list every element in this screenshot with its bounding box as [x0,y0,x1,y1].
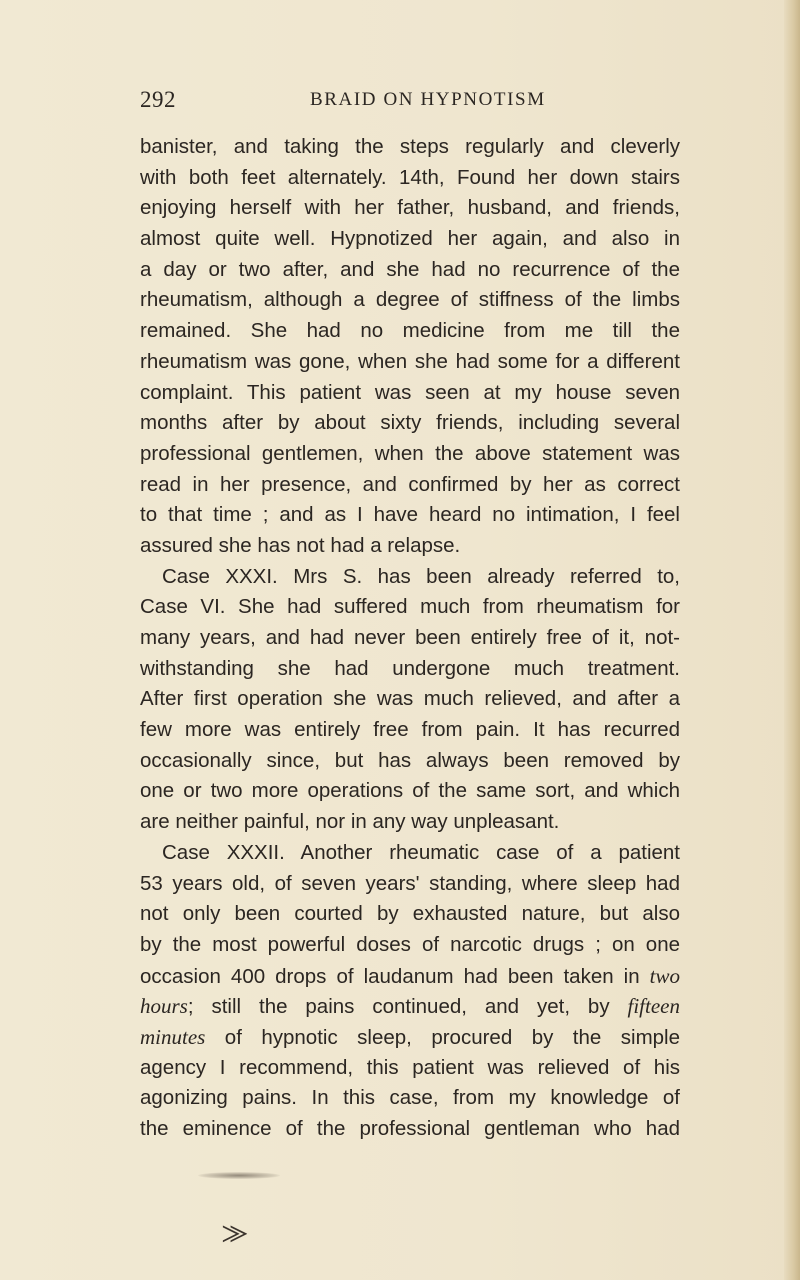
text-line: withstanding she had undergone much treatment. [140,656,680,680]
italic-run: fifteen [627,994,680,1019]
page-edge-shadow [784,0,800,1280]
text-line: Case XXXII. Another rheumatic case of a patient [162,840,680,864]
text-line: a day or two after, and she had no recurrence of the [140,257,680,281]
running-head: BRAID ON HYPNOTISM [310,89,546,110]
text-line: not only been courted by exhausted nature, but also [140,902,680,926]
page-number: 292 [140,87,176,112]
text-line: rheumatism, although a degree of stiffness of the limbs [140,288,680,312]
text-line [140,1022,680,1053]
text-line: one or two more operations of the same sort, and which [140,779,680,803]
text-run: of hypnotic sleep, procured by the simple [224,1025,681,1049]
text-line: agonizing pains. In this case, from my knowledge of [140,1086,680,1110]
text-line: professional gentlemen, when the above statement was [140,441,680,465]
italic-run: minutes [140,1024,206,1049]
text-line: few more was entirely free from pain. It has recurred [140,718,680,742]
italic-run: two [649,963,680,988]
text-line: are neither painful, nor in any way unpleasant. [140,810,560,834]
body-text [140,132,680,1145]
text-line: by the most powerful doses of narcotic drugs ; on one [140,932,680,956]
text-line: many years, and had never been entirely free of it, not- [140,626,680,649]
text-line: the eminence of the professional gentleman who had [140,1117,680,1140]
text-line: Case VI. She had suffered much from rheumatism for [140,595,680,619]
ink-smudge [198,1172,280,1179]
text-run: ; still the pains continued, and yet, by [187,995,610,1019]
text-line: months after by about sixty friends, including several [140,411,680,435]
page-header [140,87,680,117]
text-line: occasionally since, but has always been removed by [140,748,680,772]
text-line: 53 years old, of seven years' standing, where sleep had [140,871,680,895]
text-line: agency I recommend, this patient was relieved of his [140,1055,680,1079]
text-line: assured she has not had a relapse. [140,533,461,557]
text-line [140,991,680,1022]
text-line: banister, and taking the steps regularly and cleverly [140,135,680,158]
text-line: After first operation she was much relieved, and after a [140,687,680,711]
text-line: to that time ; and as I have heard no intimation, I feel [140,503,680,527]
text-line: rheumatism was gone, when she had some for a different [140,349,680,373]
text-line: almost quite well. Hypnotized her again, and also in [140,227,680,251]
text-line: enjoying herself with her father, husband, and friends, [140,196,680,220]
italic-run: hours [140,994,188,1019]
text-line: with both feet alternately. 14th, Found her down stairs [140,165,680,189]
text-line: read in her presence, and confirmed by her as correct [140,472,680,496]
text-run: occasion 400 drops of laudanum had been taken in [140,964,640,988]
text-line [140,961,680,992]
text-line: Case XXXI. Mrs S. has been already referred to, [162,564,680,588]
footer-mark: ⨠ [222,1220,248,1245]
text-line: complaint. This patient was seen at my house seven [140,380,680,404]
text-line: remained. She had no medicine from me till the [140,319,680,343]
